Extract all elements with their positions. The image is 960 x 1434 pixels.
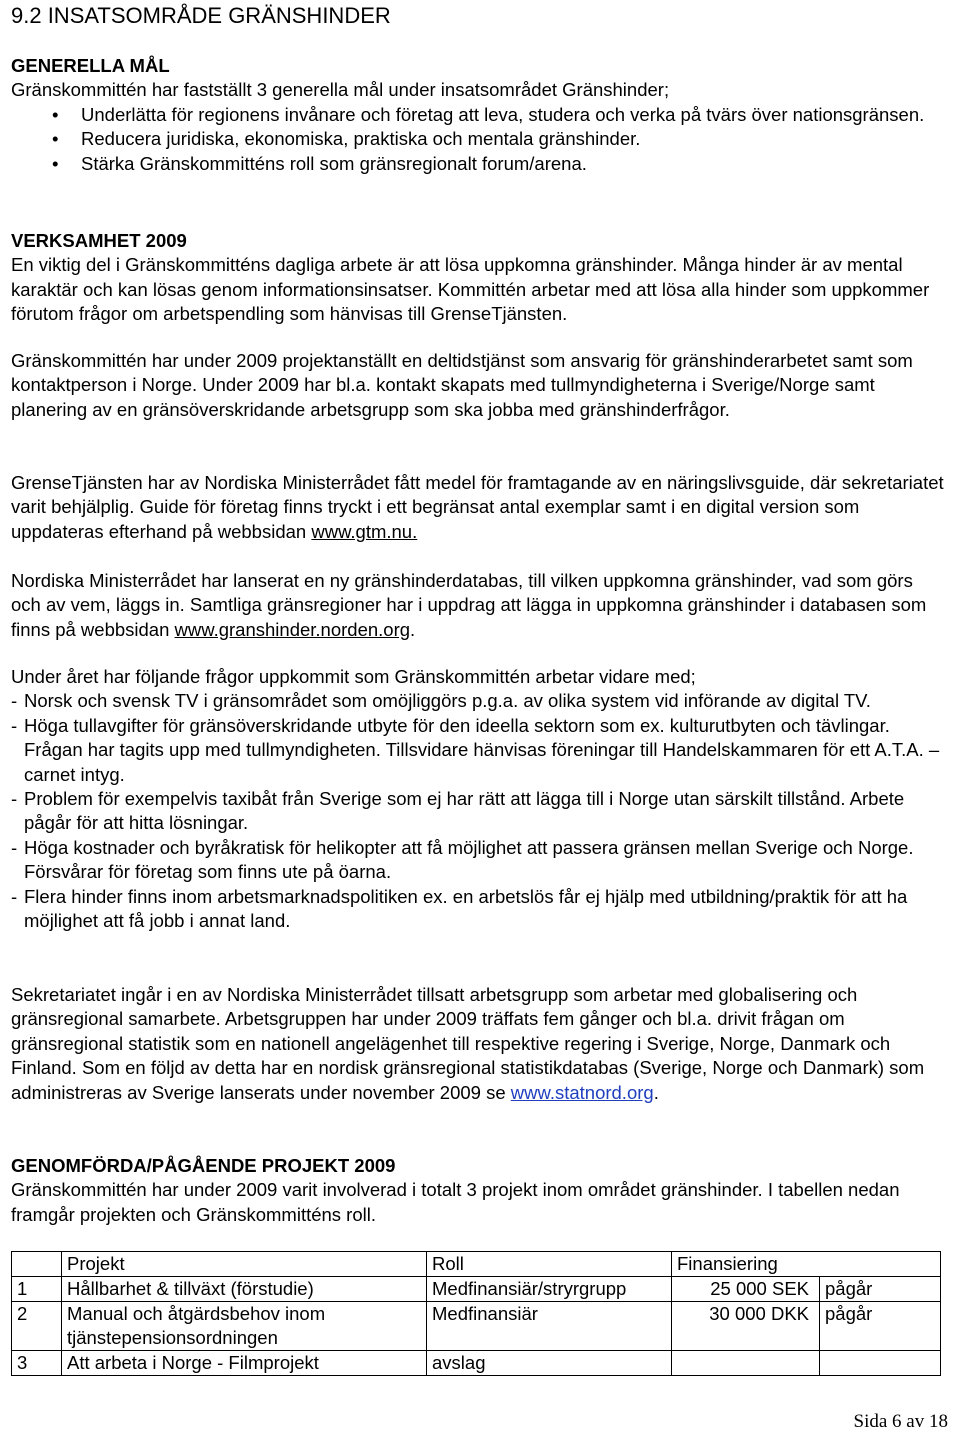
table-cell-status: pågår: [820, 1302, 941, 1351]
table-cell-num: 1: [12, 1277, 62, 1302]
activity-paragraph-4-block: [11, 569, 946, 642]
projects-table: [11, 1251, 941, 1376]
gtm-link[interactable]: www.gtm.nu.: [311, 520, 418, 542]
table-cell-roll: Medfinansiär: [427, 1302, 672, 1351]
table-cell-num: 2: [12, 1302, 62, 1351]
activity-paragraph-1: En viktig del i Gränskommitténs dagliga arbete är att lösa uppkomna gränshinder. Många hinder är av mental karaktär och kan lösas genom informationsinsatser. Kommittén arbetar med att lösa alla hinder som uppkommer förutom frågor om arbetspendling som hänvisas till GrenseTjänsten.: [11, 254, 930, 325]
table-row: [12, 1302, 941, 1351]
activity-paragraph-3: GrenseTjänsten har av Nordiska Ministerrådet fått medel för framtagande av en näringslivsguide, där sekretariatet varit behjälplig. Guide för företag finns tryckt i ett begränsat antal exemplar samt i en digital version som uppdateras efterhand på webbsidan www.gtm.nu.: [11, 472, 944, 542]
goals-heading: GENERELLA MÅL: [11, 55, 170, 76]
goals-section: [11, 54, 946, 176]
dash-icon: -: [11, 690, 18, 712]
table-cell-projekt: Hållbarhet & tillväxt (förstudie): [62, 1277, 427, 1302]
projects-section: [11, 1154, 946, 1227]
projects-heading: GENOMFÖRDA/PÅGÅENDE PROJEKT 2009: [11, 1155, 396, 1176]
table-cell-projekt: Att arbeta i Norge - Filmprojekt: [62, 1351, 427, 1376]
table-row: [12, 1351, 941, 1376]
list-item: - Problem för exempelvis taxibåt från Sverige som ej har rätt att lägga till i Norge utan särskilt tillstånd. Arbete pågår för att hitta lösningar.: [11, 788, 905, 834]
dash-icon: -: [11, 836, 18, 858]
projects-intro: Gränskommittén har under 2009 varit involverad i totalt 3 projekt inom området gränshinder. I tabellen nedan framgår projekten och Gränskommitténs roll.: [11, 1179, 900, 1225]
issues-block: [11, 665, 946, 933]
activity-paragraph-2-block: [11, 349, 946, 422]
activity-heading: VERKSAMHET 2009: [11, 230, 187, 251]
table-header-cell: [820, 1252, 941, 1277]
table-cell-roll: Medfinansiär/stryrgrupp: [427, 1277, 672, 1302]
activity-paragraph-5: Sekretariatet ingår i en av Nordiska Ministerrådet tillsatt arbetsgrupp som arbetar med globalisering och gränsregional samarbete. Arbetsgruppen har under 2009 träffats fem gånger och bl.a. drivit frågan om gränsregional statistik som en nationell angelägenhet till respektive regering i Sverige, Norge, Danmark och Finland. Som en följd av detta har en nordisk gränsregional statistikdatabas (Sverige, Norge och Danmark) som administreras av Sverige lanserats under november 2009 se www.statnord.org.: [11, 984, 925, 1103]
activity-paragraph-5-block: [11, 983, 946, 1105]
table-header-cell: [12, 1252, 62, 1277]
activity-paragraph-3-block: [11, 471, 946, 544]
table-cell-finansiering: 25 000 SEK: [672, 1277, 820, 1302]
list-item: - Flera hinder finns inom arbetsmarknadspolitiken ex. en arbetslös får ej hjälp med utbildning/praktik för att ha möjlighet att få jobb i annat land.: [11, 885, 908, 932]
activity-paragraph-2: Gränskommittén har under 2009 projektanställt en deltidstjänst som ansvarig för gränshinderarbetet samt som kontaktperson i Norge. Under 2009 har bl.a. kontakt skapats med tullmyndigheterna i Sverige/Norge samt planering av en gränsöverskridande arbetsgrupp som ska jobba med gränshinderfrågor.: [11, 350, 913, 420]
table-cell-projekt: Manual och åtgärdsbehov inom tjänstepensionsordningen: [62, 1302, 427, 1351]
bullet-icon: •: [52, 152, 59, 174]
list-item: • Stärka Gränskommitténs roll som gränsregionalt forum/arena.: [11, 152, 946, 176]
table-cell-num: 3: [12, 1351, 62, 1376]
statnord-link[interactable]: www.statnord.org: [510, 1081, 654, 1103]
activity-paragraph-4: Nordiska Ministerrådet har lanserat en ny gränshinderdatabas, till vilken uppkomna gränshinder, vad som görs och av vem, läggs in. Samtliga gränsregioner har i uppdrag att lägga in uppkomna gränshinder i databasen som finns på webbsidan www.granshinder.norden.org.: [11, 570, 927, 640]
table-row: [12, 1277, 941, 1302]
dash-icon: -: [11, 788, 18, 810]
table-cell-status: [820, 1351, 941, 1376]
table-cell-roll: avslag: [427, 1351, 672, 1376]
page-footer: Sida 6 av 18: [853, 1411, 948, 1432]
table-cell-finansiering: 30 000 DKK: [672, 1302, 820, 1351]
dash-icon: -: [11, 885, 18, 907]
issues-intro: Under året har följande frågor uppkommit som Gränskommittén arbetar vidare med;: [11, 666, 696, 687]
list-item: • Reducera juridiska, ekonomiska, praktiska och mentala gränshinder.: [11, 127, 946, 151]
granshinder-link[interactable]: www.granshinder.norden.org: [174, 618, 411, 640]
table-header-cell: Projekt: [62, 1252, 427, 1277]
bullet-icon: •: [52, 103, 59, 125]
table-header-row: [12, 1252, 941, 1277]
section-title: 9.2 INSATSOMRÅDE GRÄNSHINDER: [11, 3, 391, 28]
list-item: - Norsk och svensk TV i gränsområdet som omöjliggörs p.g.a. av olika system vid införande av digital TV.: [11, 689, 946, 713]
activity-section: [11, 229, 946, 327]
goals-list: [11, 103, 946, 176]
bullet-icon: •: [52, 128, 59, 150]
table-cell-status: pågår: [820, 1277, 941, 1302]
goals-intro: Gränskommittén har fastställt 3 generella mål under insatsområdet Gränshinder;: [11, 79, 670, 101]
list-item: • Underlätta för regionens invånare och företag att leva, studera och verka på tvärs över nationsgränsen.: [11, 103, 946, 127]
dash-icon: -: [11, 714, 18, 736]
list-item: - Höga kostnader och byråkratisk för helikopter att få möjlighet att passera gränsen mellan Sverige och Norge. Försvårar för företag som finns ute på öarna.: [11, 836, 914, 883]
list-item: - Höga tullavgifter för gränsöverskridande utbyte för den ideella sektorn som ex. kulturutbyten och tävlingar. Frågan har tagits upp med tullmyndigheten. Tillsvidare hänvisas föreningar till Handelskammaren för ett A.T.A. –carnet intyg.: [11, 714, 940, 785]
table-cell-finansiering: [672, 1351, 820, 1376]
table-header-cell: Finansiering: [672, 1252, 820, 1277]
table-header-cell: Roll: [427, 1252, 672, 1277]
